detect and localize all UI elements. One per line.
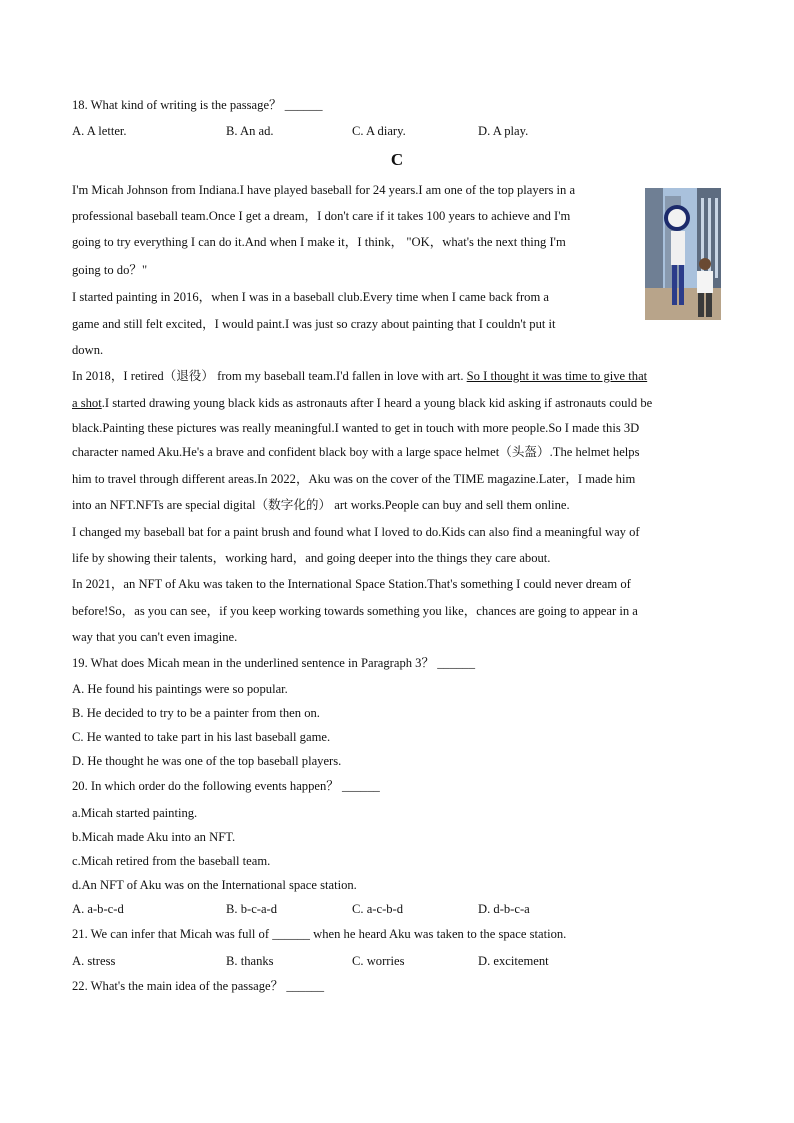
q20-option-c: C. a-c-b-d (352, 902, 404, 916)
paragraph-3-text: .I started drawing young black kids as astronauts after I heard a young black kid asking if astronauts could be (101, 396, 653, 410)
q20-option-a: A. a-b-c-d (72, 902, 124, 916)
q18-option-d: D. A play. (478, 124, 529, 138)
paragraph-5-line-2: before!So，as you can see，if you keep working towards something you like，chances are going to appear in a (72, 604, 638, 618)
paragraph-3-line-2 (72, 395, 652, 411)
q20-event-c: c.Micah retired from the baseball team. (72, 854, 271, 868)
question-21-stem: 21. We can infer that Micah was full of ______ when he heard Aku was taken to the space station. (72, 927, 567, 941)
q20-event-b: b.Micah made Aku into an NFT. (72, 830, 236, 844)
question-20-stem: 20. In which order do the following events happen？ ______ (72, 779, 380, 793)
question-19-stem: 19. What does Micah mean in the underlined sentence in Paragraph 3？ ______ (72, 656, 476, 670)
paragraph-3-line-3: black.Painting these pictures was really meaningful.I wanted to get in touch with more people.So I made this 3D (72, 421, 640, 435)
paragraph-1-line-3: going to try everything I can do it.And when I make it，I think， "OK，what's the next thing I'm (72, 235, 566, 249)
q19-option-d: D. He thought he was one of the top baseball players. (72, 754, 342, 768)
q21-option-d: D. excitement (478, 954, 549, 968)
paragraph-2-line-3: down. (72, 343, 104, 357)
q19-option-a: A. He found his paintings were so popular. (72, 682, 288, 696)
paragraph-3-line-1 (72, 368, 647, 384)
paragraph-1-line-2: professional baseball team.Once I get a dream，I don't care if it takes 100 years to achieve and I'm (72, 209, 571, 223)
paragraph-2-line-2: game and still felt excited，I would paint.I was just so crazy about painting that I couldn't put it (72, 317, 556, 331)
q19-option-c: C. He wanted to take part in his last baseball game. (72, 730, 331, 744)
paragraph-5-line-1: In 2021，an NFT of Aku was taken to the International Space Station.That's something I could never dream of (72, 577, 631, 591)
q19-option-b: B. He decided to try to be a painter from then on. (72, 706, 320, 720)
q21-option-b: B. thanks (226, 954, 274, 968)
q20-event-a: a.Micah started painting. (72, 806, 198, 820)
q18-option-a: A. A letter. (72, 124, 127, 138)
q20-event-d: d.An NFT of Aku was on the International space station. (72, 878, 357, 892)
section-label: C (390, 150, 404, 169)
paragraph-2-line-1: I started painting in 2016，when I was in a baseball club.Every time when I came back from a (72, 290, 550, 304)
paragraph-1-line-4: going to do？" (72, 263, 148, 277)
question-22-stem: 22. What's the main idea of the passage？ ______ (72, 979, 325, 993)
paragraph-5-line-3: way that you can't even imagine. (72, 630, 238, 644)
paragraph-4-line-2: life by showing their talents，working hard，and going deeper into the things they care about. (72, 551, 551, 565)
q18-option-c: C. A diary. (352, 124, 406, 138)
paragraph-4-line-1: I changed my baseball bat for a paint brush and found what I loved to do.Kids can also find a meaningful way of (72, 525, 640, 539)
underlined-sentence-part-2: a shot (72, 396, 102, 410)
paragraph-3-line-4: character named Aku.He's a brave and confident black boy with a large space helmet（头盔）.The helmet helps (72, 445, 640, 459)
question-18-stem: 18. What kind of writing is the passage？ ______ (72, 98, 323, 112)
paragraph-1-line-1: I'm Micah Johnson from Indiana.I have played baseball for 24 years.I am one of the top players in a (72, 183, 576, 197)
q21-option-c: C. worries (352, 954, 405, 968)
q21-option-a: A. stress (72, 954, 116, 968)
q20-option-b: B. b-c-a-d (226, 902, 278, 916)
paragraph-3-line-5: him to travel through different areas.In 2022，Aku was on the cover of the TIME magazine.Later，I made him (72, 472, 636, 486)
q18-option-b: B. An ad. (226, 124, 274, 138)
underlined-sentence-part-1: So I thought it was time to give that (466, 369, 648, 383)
micah-aku-photo (645, 188, 721, 320)
paragraph-3-text: In 2018，I retired（退役） from my baseball team.I'd fallen in love with art. (72, 369, 467, 383)
paragraph-3-line-6: into an NFT.NFTs are special digital（数字化的） art works.People can buy and sell them online. (72, 498, 570, 512)
q20-option-d: D. d-b-c-a (478, 902, 530, 916)
